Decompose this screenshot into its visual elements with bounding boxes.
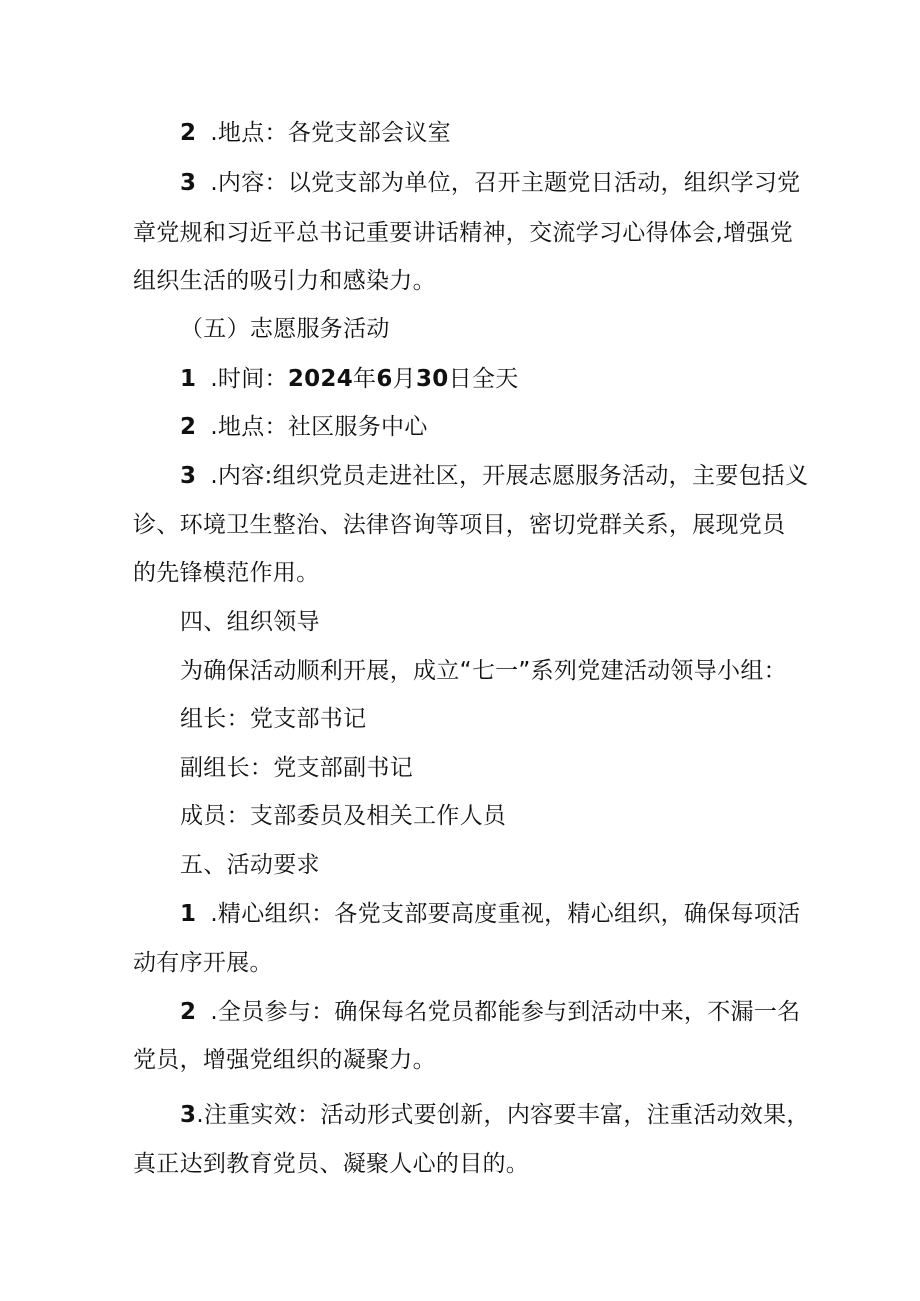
paragraph-text: .全员参与：确保每名党员都能参与到活动中来，不漏一名 xyxy=(210,999,801,1025)
leader-line: 组长：党支部书记 xyxy=(180,706,367,732)
vice-leader-line: 副组长：党支部副书记 xyxy=(180,755,413,781)
time-day: 30 xyxy=(415,366,449,392)
time-paragraph xyxy=(180,364,519,394)
time-day-char: 日全天 xyxy=(448,366,519,392)
item-number: 1 xyxy=(180,901,197,927)
requirement-1-line1 xyxy=(180,899,800,929)
location-paragraph-2 xyxy=(180,412,428,442)
location-paragraph xyxy=(180,118,451,148)
requirement-2-line1 xyxy=(180,997,800,1027)
requirement-1-line2: 动有序开展。 xyxy=(133,950,273,976)
time-year: 2024 xyxy=(287,366,354,392)
paragraph-text: .内容：以党支部为单位，召开主题党日活动，组织学习党 xyxy=(210,170,801,196)
content-paragraph-line1 xyxy=(180,168,800,198)
section-heading-requirements: 五、活动要求 xyxy=(180,852,320,878)
item-number: 2 xyxy=(180,999,197,1025)
item-number: 3 xyxy=(180,463,197,489)
paragraph-text: .地点：社区服务中心 xyxy=(210,414,428,440)
paragraph-text: .注重实效：活动形式要创新，内容要丰富，注重活动效果， xyxy=(196,1102,810,1128)
time-label: .时间： xyxy=(210,366,288,392)
time-month-char: 月 xyxy=(392,366,416,392)
members-line: 成员：支部委员及相关工作人员 xyxy=(180,803,507,829)
requirement-3-line2: 真正达到教育党员、凝聚人心的目的。 xyxy=(133,1151,530,1177)
item-number: 1 xyxy=(180,366,197,392)
item-number: 2 xyxy=(180,120,197,146)
paragraph-text: .地点：各党支部会议室 xyxy=(210,120,451,146)
time-year-char: 年 xyxy=(353,366,377,392)
volunteer-content-line2: 诊、环境卫生整治、法律咨询等项目，密切党群关系，展现党员 xyxy=(133,512,786,538)
paragraph-text: .内容:组织党员走进社区，开展志愿服务活动，主要包括义 xyxy=(210,463,809,489)
item-number: 3 xyxy=(180,170,197,196)
time-month: 6 xyxy=(376,366,393,392)
requirement-2-line2: 党员，增强党组织的凝聚力。 xyxy=(133,1047,436,1073)
requirement-3-line1 xyxy=(180,1100,810,1130)
leadership-intro: 为确保活动顺利开展，成立“七一”系列党建活动领导小组： xyxy=(180,658,787,684)
section-heading-leadership: 四、组织领导 xyxy=(180,609,320,635)
content-paragraph-line2: 章党规和习近平总书记重要讲话精神，交流学习心得体会,增强党 xyxy=(133,220,794,246)
volunteer-content-line3: 的先锋模范作用。 xyxy=(133,560,320,586)
content-paragraph-line3: 组织生活的吸引力和感染力。 xyxy=(133,268,436,294)
subsection-heading-volunteer: （五）志愿服务活动 xyxy=(180,316,390,342)
item-number: 2 xyxy=(180,414,197,440)
item-number: 3 xyxy=(180,1102,197,1128)
volunteer-content-line1 xyxy=(180,461,808,491)
paragraph-text: .精心组织：各党支部要高度重视，精心组织，确保每项活 xyxy=(210,901,801,927)
